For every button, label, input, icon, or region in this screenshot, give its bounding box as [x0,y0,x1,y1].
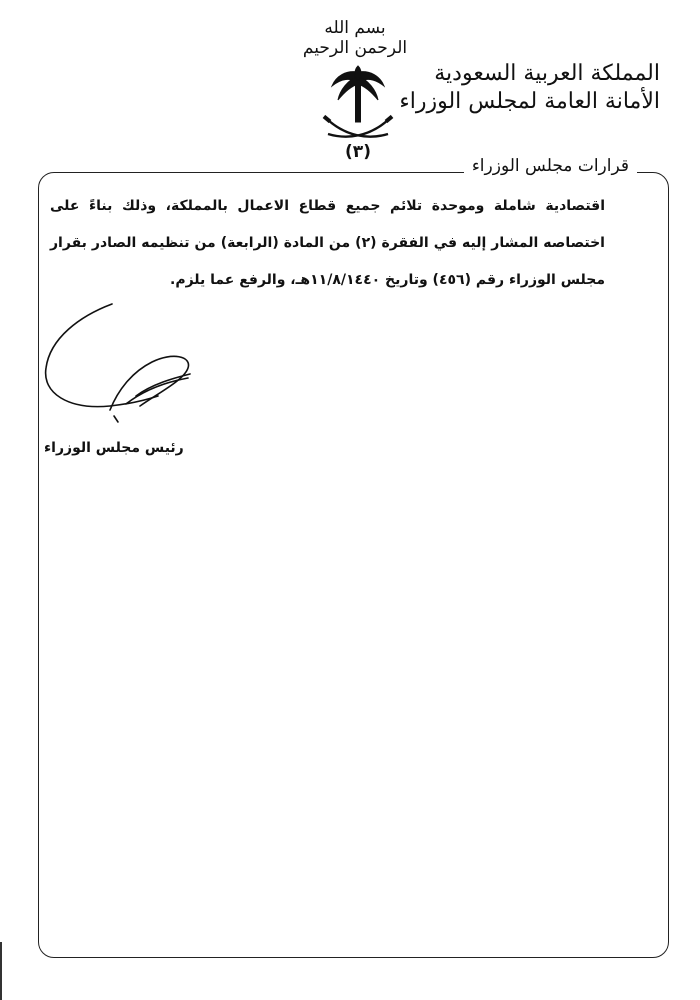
signatory-title: رئيس مجلس الوزراء [44,440,184,456]
basmala: بسم الله الرحمن الرحيم [302,18,408,58]
page-number: (٣) [345,142,371,162]
palm-and-swords-emblem [318,62,398,152]
handwritten-signature [40,298,210,428]
decision-paragraph: اقتصادية شاملة وموحدة تلائم جميع قطاع الاعمال بالمملكة، وذلك بناءً على اختصاصه المشار إليه في الفقرة (٢) من المادة (الرابعة) من تنظيمه الصادر بقرار مجلس الوزراء رقم (٤٥٦) وتاريخ ١١/٨/١٤٤٠هـ، والرفع عما يلزم. [50,198,605,288]
kingdom-name: المملكة العربية السعودية [434,61,660,86]
decision-body [50,188,605,299]
scan-edge-mark [0,942,2,1000]
kingdom-header [399,60,660,116]
section-title: قرارات مجلس الوزراء [464,156,637,176]
general-secretariat: الأمانة العامة لمجلس الوزراء [399,89,660,114]
